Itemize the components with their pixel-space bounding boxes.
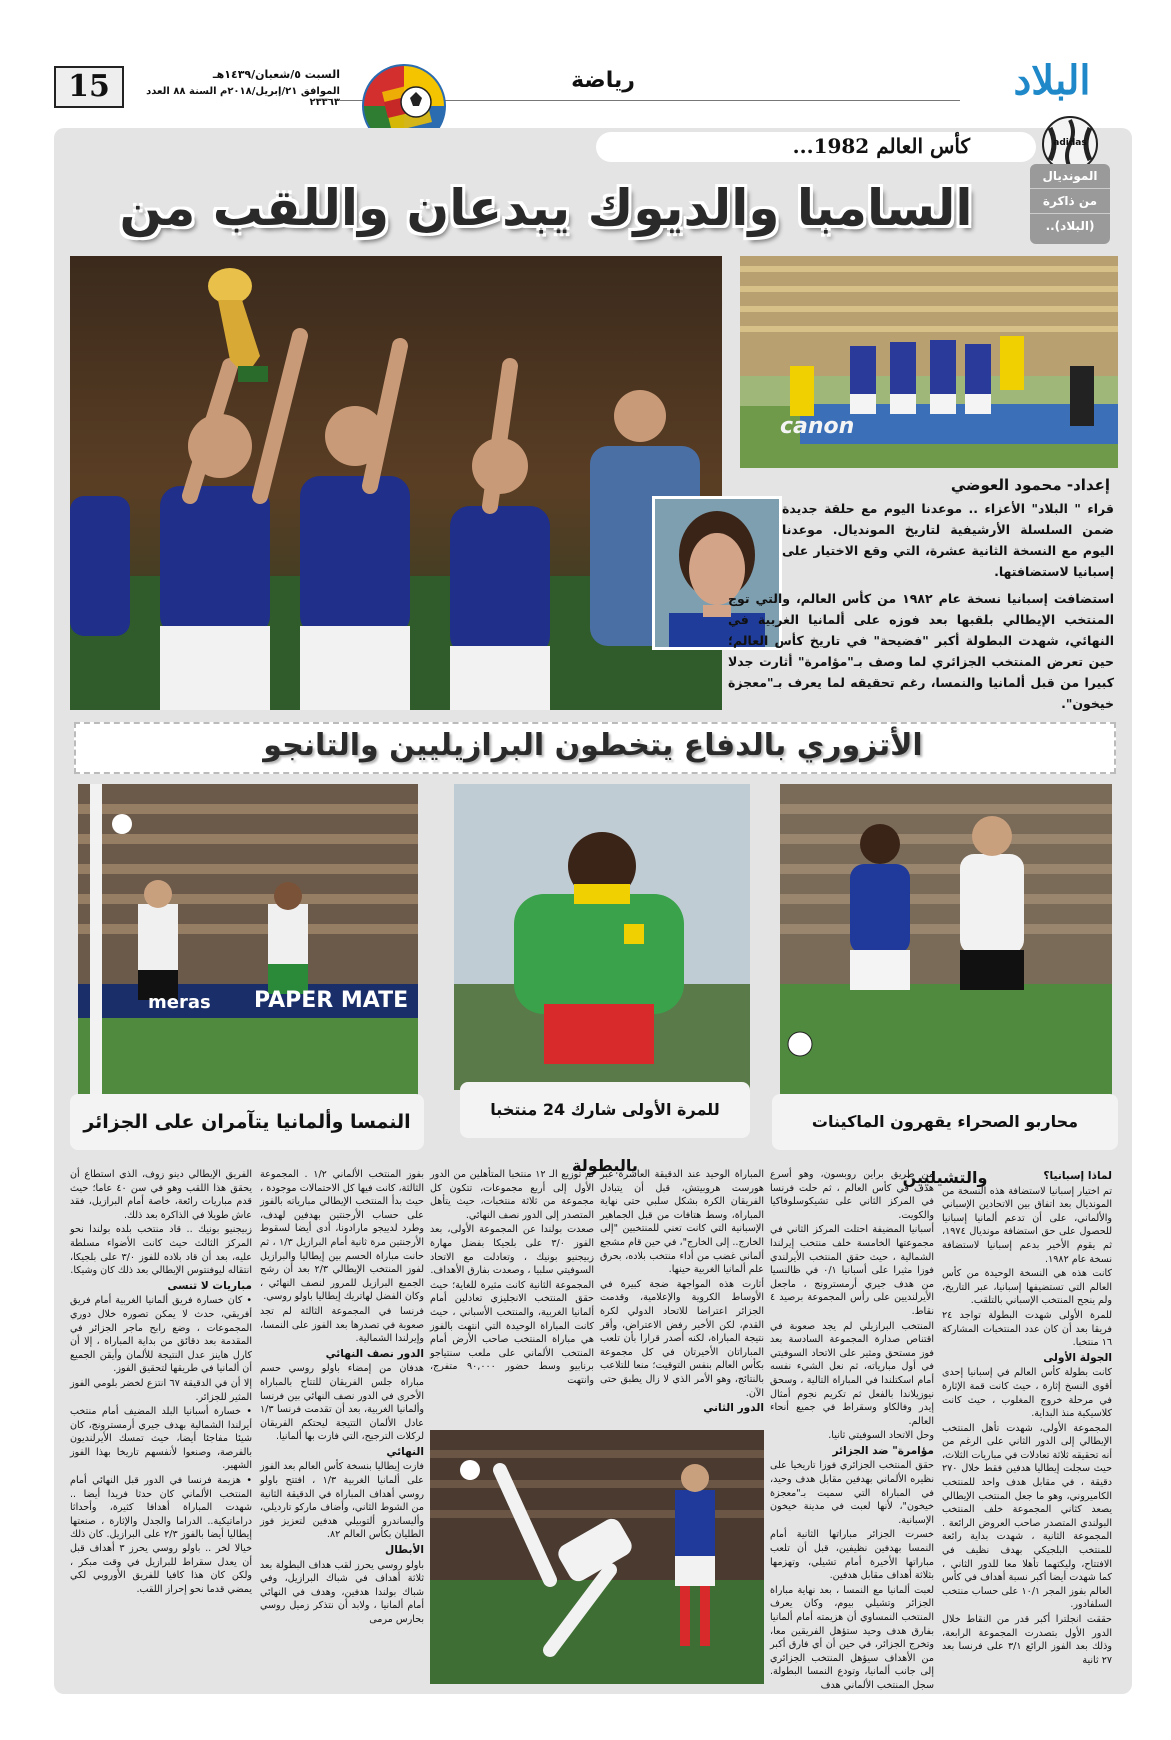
column-paragraph: زبيجنيو بونيك .. قاد منتخب بلده بولندا نحو المركز الثالث حيث كانت الأضواء مسلطة عليه، بعد أن قاد بلاده للفوز ٣/٠ على بلجيكا، انتقاله ليوفنتوس الإيطالي بعد ذلك كان وشيكا. (70, 1224, 252, 1277)
column-paragraph: تم اختيار إسبانيا لاستضافة هذه النسخة من المونديال بعد اتفاق بين الاتحادين الإسباني والألماني، على أن تدعم ألمانيا إسبانيا للحصول على حق استضافة مونديال ١٩٧٤، ثم يقوم الأخير بدعم إسبانيا لاستضافة نسخة عام ١٩٨٢. (942, 1185, 1112, 1265)
badge-line-3: (البلاد).. (1045, 219, 1095, 233)
column-paragraph: كانت بطولة كأس العالم في إسبانيا إحدى أقوى النسخ إثارة ، حيث كانت قمة الإثارة في مرحلة خروج المغلوب ، حيث كانت كلاسيكية منذ البداية. (942, 1367, 1112, 1420)
column-subheading: الدور الثاني (703, 1402, 764, 1415)
text-column-1 (942, 1168, 1112, 1684)
column-paragraph: وحل الاتحاد السوفيتي ثانيا. (828, 1430, 934, 1442)
stadium-ad-text: canon (780, 414, 855, 439)
photo-trophy-celebration (70, 256, 722, 710)
column-subheading: مؤامرة" ضد الجزائر (832, 1444, 934, 1457)
column-paragraph: المجموعة الأولى، شهدت تأهل المنتخب الإيطالي إلى الدور الثاني على الرغم من أنه تحقيقه ثلاثة تعادلات في مباريات الثلاث، حيث سجلت إيطاليا هدفين فقط خلال ٢٧٠ دقيقة ، في مقابل هدف واحد للمنتخب الكاميروني، وهو ما جعل المنتخب الإيطالي يصعد كثاني المجموعة خلف المنتخب البولندي المتصدر صاحب العروض الرائعة . المجموعة الثانية ، شهدت بداية رائعة للمنتخب البلجيكي بهدف نظيف في الافتتاح، وليكتهما تأهلا معا للدور الثاني ، كما شهدت أيضا أكبر نسبة أهداف في كأس العالم بفوز المجر ١٠/١ على حساب منتخب السلفادور. (942, 1422, 1112, 1611)
column-paragraph: فرنسا في المجموعة الثالثة لم تجد صعوبة في تصدرها بعد الفوز على النمسا، وإيرلندا الشمالية. (260, 1305, 424, 1345)
column-paragraph: من طريق براين روبسون، وهو أسرع هدف في كأس العالم ، ثم حلت فرنسا في المركز الثاني على تشيكوسلوفاكيا والكويت. (770, 1169, 934, 1221)
column-paragraph: المنتخب البرازيلي لم يجد صعوبة في اقتناص صدارة المجموعة السادسة بعد فوز مستحق ومثير على الاتحاد السوفيتي في أول مبارياته، ثم نعل الشيء نفسه أمام اسكتلندا في المباراة التالية ، وسحق نيوزيلاندا بالفعل ثم تكريم نجوم أمثال إيدر وفالكاو وسقراط في جميع أنحاء العالم. (770, 1320, 934, 1427)
badge-text (1030, 164, 1110, 244)
column-paragraph: تم توزيع الـ ١٢ منتخبا المتأهلين من الدور الأول إلى أربع مجموعات، تتكون كل مجموعة من ثلاثة منتخبات، حيث يتأهل المتصدر إلى الدور نصف النهائي. (430, 1169, 594, 1221)
page-header (40, 56, 1132, 112)
newspaper-logo: البلاد (1013, 57, 1091, 104)
photo-cameroon-player (454, 784, 750, 1090)
column-paragraph: أثارت هذه المواجهة ضجة كبيرة في الأوساط الكروية والإعلامية، وقدمت الجزائر اعتراضا للاتحاد الدولي لكرة القدم، لكن الأخير رفض الاعتراض، وأقر نتيجة المباراة، لكنه أصدر قرارا بأن تلعب المباراتان الأخيرتان في كل مجموعة بكأس العالم بنفس التوقيت؛ منعا للتلاعب بالنتائج، وهو الأمر الذي لا زال يطبق حتى الآن. (600, 1278, 764, 1399)
column-paragraph: إلا أن في الدقيقة ٦٧ انتزع لخضر بلومي الفوز المثير للجزائر. (70, 1377, 252, 1403)
column-paragraph: حقق المنتخب الجزائري فوزا تاريخيا على نظيره الألماني بهدفين مقابل هدف وحيد، في المباراة التي سميت بـ"معجزة خيخون"، لأنها لعبت في مدينة خيخون الإسبانية. (770, 1460, 934, 1526)
text-column-6 (70, 1168, 252, 1684)
headline: السامبا والديوك يبدعان واللقب من (119, 179, 973, 237)
column-paragraph: • هزيمة فرنسا في الدور قبل النهائي أمام المنتخب الألماني كان حدثا فريدا أيضا .. شهدت المباراة أهدافا كثيرة، وأحداثا دراماتيكية.. الدراما والجدل والإثارة ، صنعتها إيطاليا أيضا بالفوز ٢/٣ على البرازيل. كان ذلك خيالا لخر .. باولو روسي يحرز ٣ أهداف قبل أن يعدل سقراط للبرازيل في وقت مبكر ، ولكن كان هذا كافيا للفريق الأوروبي لكي يمضي قدما نحو إحراز اللقب. (70, 1475, 252, 1595)
badge-line-2: من ذاكرة (1030, 189, 1110, 214)
column-paragraph: • خسارة أسبانيا البلد المضيف أمام منتخب أيرلندا الشمالية بهدف جيري أرمسترونج، كان شيئا مفاجئا أيضا، حيث تمسك الأيرلنديون بالفرصة، وصنعوا لأنفسهم تاريخا بهذا الفوز الشهير. (70, 1406, 252, 1472)
subheadline: الأتزوري بالدفاع يتخطون البرازيليين والتانجو (263, 728, 923, 763)
badge-line-1: المونديال (1030, 164, 1110, 189)
column-paragraph: المباراة الوحيد عند الدقيقة العاشرة عبر هورست هروبيتش، قبل أن يتبادل الفريقان الكرة بشكل سلبي حتى نهاية المباراة، وسط هتافات من قبل الجماهير الإسبانية التي كانت تعني للمنتخبين "إلى الخارج.. إلى الخارج"، في حين قام مشجع ألماني غضب من أداء منتخب بلاده، بحرق علم ألمانيا الغربية حينها. (600, 1169, 764, 1276)
photo-bicycle-kick (430, 1430, 764, 1684)
series-label: كأس العالم 1982... (792, 134, 970, 158)
text-column-2 (770, 1168, 935, 1691)
column-paragraph: بفوز المنتخب الألماني ١/٢ . المجموعة الثالثة، كانت فيها كل الاحتمالات موجودة ، حيث بدأ المنتخب الإيطالي مبارياته بالفوز على حساب الأرجنتين بهدفين لهدف، وطرد لدييجو مارادونا، أدى أيضا لسقوط الأرجنتين مرة ثانية أمام البرازيل ١/٣ ، ثم حانت مباراة الحسم بين إيطاليا والبرازيل لفوز المنتخب الإيطالي ٢/٣ بعد أن رشح الجميع البرازيل للمرور لنصف النهائي ، وكان الفضل لهاتريك إيطاليا باولو روسي. (260, 1169, 424, 1303)
column-paragraph: لعبت ألمانيا مع النمسا ، بعد نهاية مباراة الجزائر وتشيلي بيوم، وكان يعرف المنتخب النمساوي أن هزيمته أمام ألمانيا بفارق هدف وحيد ستؤهل الفريقين معا، وتخرج الجزائر، في حين أن أي فارق أكبر من الأهداف سيؤهل المنتخب الجزائري إلى جانب ألمانيا، وتودع النمسا البطولة. سجل المنتخب الألماني هدف (770, 1584, 934, 1691)
photo-france-vs-germany (780, 784, 1112, 1106)
column-paragraph: خسرت الجزائر مباراتها الثانية أمام النمسا بهدفين نظيفين، قبل أن تلعب مباراتها الأخيرة أمام تشيلي، وتهزمها بثلاثة أهداف مقابل هدفين. (770, 1529, 934, 1582)
caption-center: للمرة الأولى شارك 24 منتخبا بالبطولة (490, 1100, 720, 1175)
byline: إعداد- محمود العوضي (950, 476, 1110, 494)
mondial-badge (1030, 114, 1110, 246)
column-subheading: الجولة الأولى (1043, 1351, 1112, 1364)
photo-algeria-match (78, 784, 418, 1106)
intro-paragraph: قراء " البلاد" الأعزاء .. موعدنا اليوم مع حلقة جديدة ضمن السلسلة الأرشيفية لتاريخ المونديال. موعدنا اليوم مع النسخة الثانية عشرة، التي وقع الاختيار على إسبانيا لاستضافتها. (782, 501, 1114, 579)
ad-board-text-2: PAPER MATE (254, 988, 409, 1013)
column-paragraph: • كان خسارة فريق ألمانيا الغربية أمام فريق أفريقي، حدث لا يمكن تصوره خلال دوري المجموعات ، وضع رابح ماجر الجزائر في المقدمة بعد دقائق من بداية المباراة ، إلا أن كارل هاينز عدل النتيجة للألمان وأيقن الجميع أن ألمانيا في طريقها لتحقيق الفوز. (70, 1295, 252, 1375)
date-line-2: الموافق ٢١/إبريل/٢٠١٨م السنة ٨٨ العدد ٢٣٣٦٣ (146, 86, 340, 108)
column-paragraph: فازت إيطاليا بنسخة كأس العالم بعد الفوز على ألمانيا الغربية ١/٣ ، افتتح باولو روسي أهداف المباراة في الدقيقة الثانية من الشوط الثاني، وأضاف ماركو تارديلي، وأليساندرو ألتوبيلي هدفين لتعزيز فوز الطليان بكأس العالم ٨٢. (260, 1461, 424, 1541)
date-line-1: السبت ٥/شعبان/١٤٣٩هـ (212, 68, 340, 81)
column-subheading: الأبطال (385, 1544, 424, 1557)
page-number: 15 (54, 66, 124, 108)
column-paragraph: هدفان من إمضاء باولو روسي حسم مباراة جلس الفريقان للتتاح بالمباراة الأخرى في الدور نصف النهائي بين فرنسا وألمانيا الغربية، بعد أن تقدمت فرنسا ١/٣ عادل الألمان التتيجة ليحتكم الفريقان لركلات الترجيح، التي فازت بها ألمانيا. (260, 1363, 424, 1443)
text-column-3 (600, 1168, 764, 1424)
column-subheading: الدور نصف النهائي (325, 1347, 424, 1360)
column-paragraph: حققت انجلترا أكبر قدر من النقاط خلال الدور الأول بتصدرت المجموعة الرابعة، وذلك بعد الفوز الرائع ٣/١ على فرنسا بعد ٢٧ ثانية (942, 1614, 1112, 1666)
text-column-4 (430, 1168, 594, 1424)
column-paragraph: المجموعة الثانية كانت مثيرة للغاية؛ حيث حقق المنتخب الانجليزي تعادلين أمام ألمانيا الغربية، والمنتخب الأسباني ، حيث كانت المباراة الوحيدة التي انتهت بالفوز هي مباراة المنتخب صاحب الأرض أمام المنتخب الألماني على ملعب سنتياجو برنابيو وسط حضور ٩٠,٠٠٠ متفرج، وانتهت (430, 1279, 594, 1386)
column-paragraph: أسبانيا المضيفة احتلت المركز الثاني في مجموعتها الخامسة خلف منتخب إيرلندا الشمالية ، حيث حقق المنتخب الأيرلندي فوزا مثيرا على أسبانيا ٠/١ في ظالنسيا من هدف جيري أرمسترونج ، ماجعل الأيرلنديين على رأس المجموعة برصيد ٤ نقاط. (770, 1224, 935, 1317)
column-paragraph: للمرة الأولى شهدت البطولة تواجد ٢٤ فريقا بعد أن كان عدد المنتخبات المشاركة ١٦ منتخبا. (942, 1309, 1112, 1349)
column-subheading: لماذا إسبانيا؟ (1043, 1170, 1112, 1182)
section-title: رياضة (571, 68, 635, 93)
ad-board-text-1: meras (148, 992, 211, 1013)
column-paragraph: الفريق الإيطالي دينو زوف، الذي استطاع أن يحقق هذا اللقب وهو في سن ٤٠ عاما؛ حيث قدم مباريات رائعة، خاصة أمام البرازيل، فقد عاش طويلا في الذاكرة بعد ذلك. (70, 1169, 252, 1221)
text-column-5 (260, 1168, 424, 1684)
column-subheading: مباريات لا تنسى (167, 1279, 252, 1292)
intro-paragraph-2: استضافت إسبانيا نسخة عام ١٩٨٢ من كأس العالم، والتي توج المنتخب الإيطالي بلقبها بعد فوزه على ألمانيا الغربية في النهائي، شهدت البطولة أكبر "فضيحة" في تاريخ كأس العالم؛ حين تعرض المنتخب الجزائري لما وصف بـ"مؤامرة" أثارت جدلا كبيرا من قبل ألمانيا والنمسا، رغم تحقيقه لما يعرف بـ"معجزة خيخون". (728, 591, 1115, 711)
ball-brand: adidas (1053, 138, 1087, 148)
caption-left: النمسا وألمانيا يتآمران على الجزائر (83, 1111, 411, 1133)
column-subheading: النهائي (386, 1445, 424, 1458)
photo-free-kick (740, 256, 1118, 468)
column-paragraph: كانت هذه هي النسخة الوحيدة من كأس العالم التي تستضيفها إسبانيا، عبر التاريخ، ولم ينجح المنتخب الإسباني بالتلقب. (942, 1268, 1112, 1307)
column-paragraph: صعدت بولندا عن المجموعة الأولى، بعد الفوز ٣/٠ على بلجيكا بفضل مهارة زبيجنيو بونيك ، وتعادلت مع الاتحاد السوفيتي سلبيا ، وصعدت بفارق الأهداف. (430, 1224, 594, 1277)
column-paragraph: باولو روسي يحرز لقب هداف البطولة بعد ثلاثة أهداف في شباك البرازيل، وفي شباك بولندا هدفين، وهدف في النهائي أمام ألمانيا ، ولابد أن نتذكر زميل روسي بحارس مرمى (260, 1559, 424, 1625)
caption-right: محاربو الصحراء يقهرون الماكينات والتشيليين (811, 1112, 1079, 1187)
